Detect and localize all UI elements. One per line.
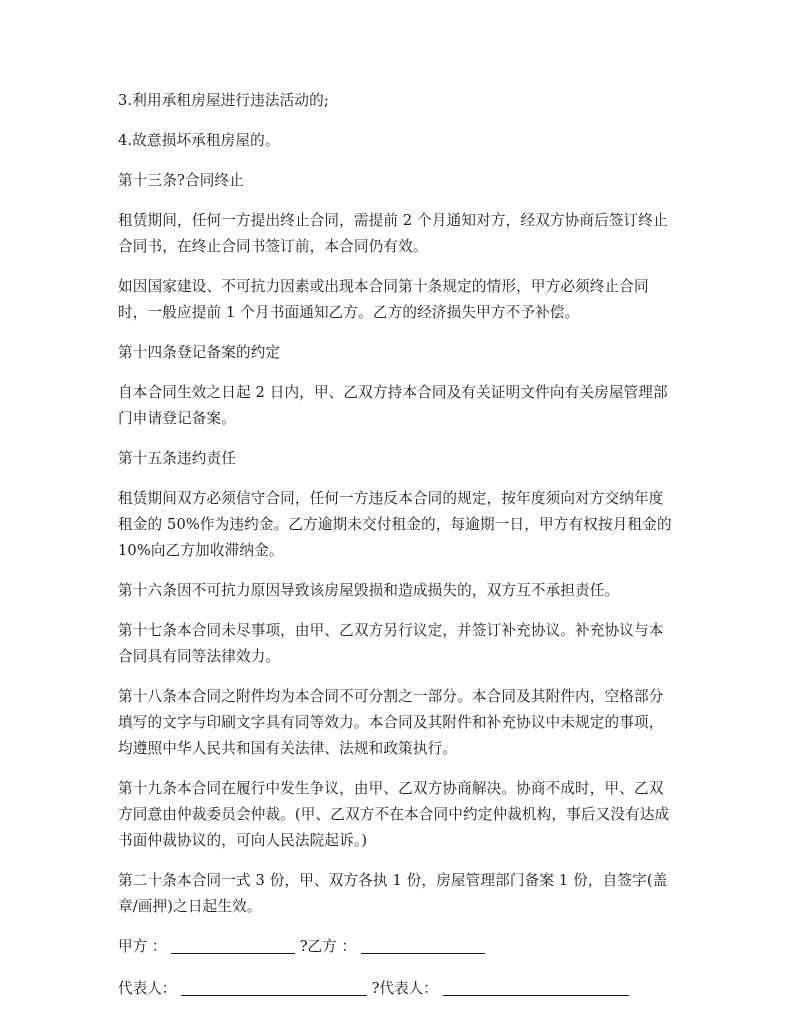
article-13-paragraph-1: 租赁期间，任何一方提出终止合同，需提前 2 个月通知对方，经双方协商后签订终止合同书，在终止合同书签订前，本合同仍有效。 [118, 212, 668, 255]
rep-b-label: ?代表人： [371, 980, 438, 997]
document-page [118, 88, 678, 1016]
article-13-paragraph-2: 如因国家建设、不可抗力因素或出现本合同第十条规定的情形，甲方必须终止合同时，一般应提前 1 个月书面通知乙方。乙方的经济损失甲方不予补偿。 [118, 278, 649, 321]
article-15-heading: 第十五条违约责任 [118, 450, 236, 467]
article-15-paragraph: 租赁期间双方必须信守合同，任何一方违反本合同的规定，按年度须向对方交纳年度租金的 50%作为违约金。乙方逾期未交付租金的，每逾期一日，甲方有权按月租金的 10%向乙方加收滞纳金。 [118, 490, 672, 559]
rep-b-blank [443, 977, 629, 996]
rep-a-blank [181, 977, 367, 996]
party-b-label: ?乙方 ： [299, 938, 356, 955]
article-19-paragraph: 第十九条本合同在履行中发生争议，由甲、乙双方协商解决。协商不成时，甲、乙双方同意由仲裁委员会仲裁。(甲、乙双方不在本合同中约定仲裁机构，事后又没有达成书面仲裁协议的，可向人民法院起诉。) [118, 780, 670, 849]
article-14-heading: 第十四条登记备案的约定 [118, 344, 281, 361]
representative-signature-line [118, 976, 678, 1002]
article-16-paragraph: 第十六条因不可抗力原因导致该房屋毁损和造成损失的，双方互不承担责任。 [118, 582, 620, 599]
party-a-blank [171, 935, 295, 954]
clause-item-4: 4.故意损坏承租房屋的。 [118, 132, 280, 149]
article-18-paragraph: 第十八条本合同之附件均为本合同不可分割之一部分。本合同及其附件内，空格部分填写的文字与印刷文字具有同等效力。本合同及其附件和补充协议中未规定的事项，均遵照中华人民共和国有关法律、法规和政策执行。 [118, 688, 664, 757]
article-17-paragraph: 第十七条本合同未尽事项，由甲、乙双方另行议定，并签订补充协议。补充协议与本合同具有同等法律效力。 [118, 622, 664, 665]
clause-item-3: 3.利用承租房屋进行违法活动的; [118, 92, 329, 109]
party-b-blank [361, 935, 485, 954]
article-20-paragraph: 第二十条本合同一式 3 份，甲、双方各执 1 份，房屋管理部门备案 1 份，自签字(盖章/画押)之日起生效。 [118, 872, 668, 915]
party-a-label: 甲方 ： [118, 938, 167, 955]
party-signature-line [118, 934, 678, 960]
article-13-heading: 第十三条?合同终止 [118, 172, 244, 189]
article-14-paragraph: 自本合同生效之日起 2 日内，甲、乙双方持本合同及有关证明文件向有关房屋管理部门申请登记备案。 [118, 384, 668, 427]
rep-a-label: 代表人： [118, 980, 177, 997]
